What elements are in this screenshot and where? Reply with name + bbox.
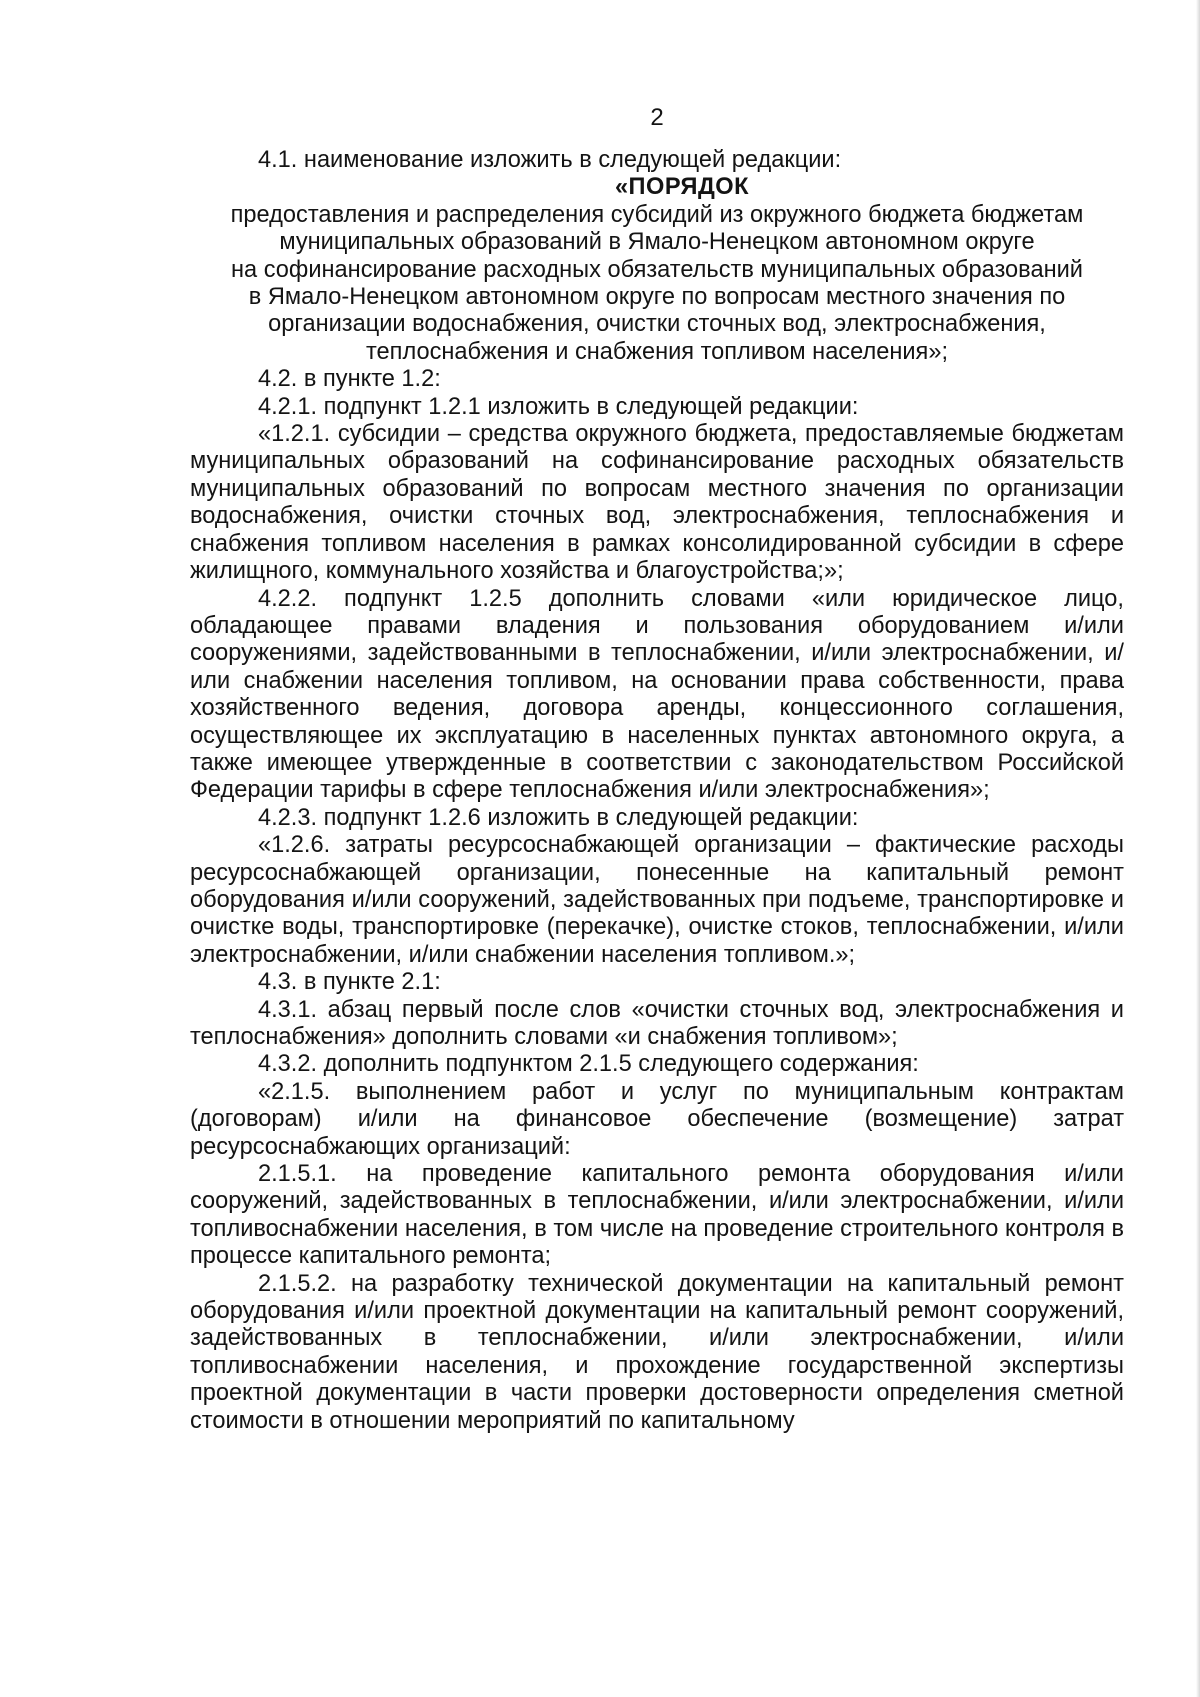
page-number: 2 [650, 104, 664, 131]
paragraph-2-1-5-1: 2.1.5.1. на проведение капитального ремонта оборудования и/или сооружений, задействованных в теплоснабжении, и/или электроснабжении, и/или топливоснабжении населения, в том числе на проведение строительного контроля в процессе капитального ремонта; [190, 1161, 1124, 1270]
paragraph-4-2-2: 4.2.2. подпункт 1.2.5 дополнить словами «или юридическое лицо, обладающее правами владения и пользования оборудованием и/или сооружениями, задействованными в теплоснабжении, и/или электроснабжении, и/или снабжении населения топливом, на основании права собственности, права хозяйственного ведения, договора аренды, концессионного соглашения, осуществляющее их эксплуатацию в населенных пунктах автономного округа, а также имеющее утвержденные в соответствии с законодательством Российской Федерации тарифы в сфере теплоснабжения и/или электроснабжения»; [190, 585, 1124, 804]
paragraph-4-3-1: 4.3.1. абзац первый после слов «очистки сточных вод, электроснабжения и теплоснабжения» дополнить словами «и снабжения топливом»; [190, 996, 1124, 1050]
paragraph-4-1: 4.1. наименование изложить в следующей редакции: [258, 147, 842, 173]
title-line: организации водоснабжения, очистки сточных вод, электроснабжения, [268, 311, 1046, 338]
title-line: муниципальных образований в Ямало-Ненецком автономном округе [279, 229, 1035, 256]
document-title [190, 202, 1124, 366]
paragraph-2-1-5: «2.1.5. выполнением работ и услуг по муниципальным контрактам (договорам) и/или на финансовое обеспечение (возмещение) затрат ресурсоснабжающих организаций: [190, 1078, 1124, 1160]
title-line: теплоснабжения и снабжения топливом населения»; [366, 338, 948, 365]
paragraph-2-1-5-2: 2.1.5.2. на разработку технической документации на капитальный ремонт оборудования и/или проектной документации на капитальный ремонт сооружений, задействованных в теплоснабжении, и/или электроснабжении, и/или топливоснабжении населения, и прохождение государственной экспертизы проектной документации в части проверки достоверности определения сметной стоимости в отношении мероприятий по капитальному [190, 1270, 1124, 1434]
title-line: на софинансирование расходных обязательств муниципальных образований [231, 256, 1083, 283]
scan-edge [1196, 0, 1200, 1697]
paragraph-4-2-1: 4.2.1. подпункт 1.2.1 изложить в следующей редакции: [258, 393, 859, 420]
document-heading: «ПОРЯДОК [614, 174, 750, 201]
paragraph-4-3-2: 4.3.2. дополнить подпунктом 2.1.5 следующего содержания: [258, 1051, 919, 1078]
paragraph-4-3: 4.3. в пункте 2.1: [258, 969, 441, 996]
title-line: предоставления и распределения субсидий из окружного бюджета бюджетам [230, 201, 1084, 228]
document-body [190, 147, 1124, 1435]
paragraph-1-2-6: «1.2.6. затраты ресурсоснабжающей организации – фактические расходы ресурсоснабжающей организации, понесенные на капитальный ремонт оборудования и/или сооружений, задействованных при подъеме, транспортировке и очистке воды, транспортировке (перекачке), очистке стоков, теплоснабжении, и/или электроснабжении, и/или снабжении населения топливом.»; [190, 832, 1124, 968]
paragraph-4-2-3: 4.2.3. подпункт 1.2.6 изложить в следующей редакции: [258, 804, 859, 831]
title-line: в Ямало-Ненецком автономном округе по вопросам местного значения по [248, 284, 1066, 311]
paragraph-4-2: 4.2. в пункте 1.2: [258, 366, 441, 393]
paragraph-1-2-1: «1.2.1. субсидии – средства окружного бюджета, предоставляемые бюджетам муниципальных образований на софинансирование расходных обязательств муниципальных образований по вопросам местного значения по организации водоснабжения, очистки сточных вод, электроснабжения, теплоснабжения и снабжения топливом населения в рамках консолидированной субсидии в сфере жилищного, коммунального хозяйства и благоустройства;»; [190, 421, 1124, 585]
